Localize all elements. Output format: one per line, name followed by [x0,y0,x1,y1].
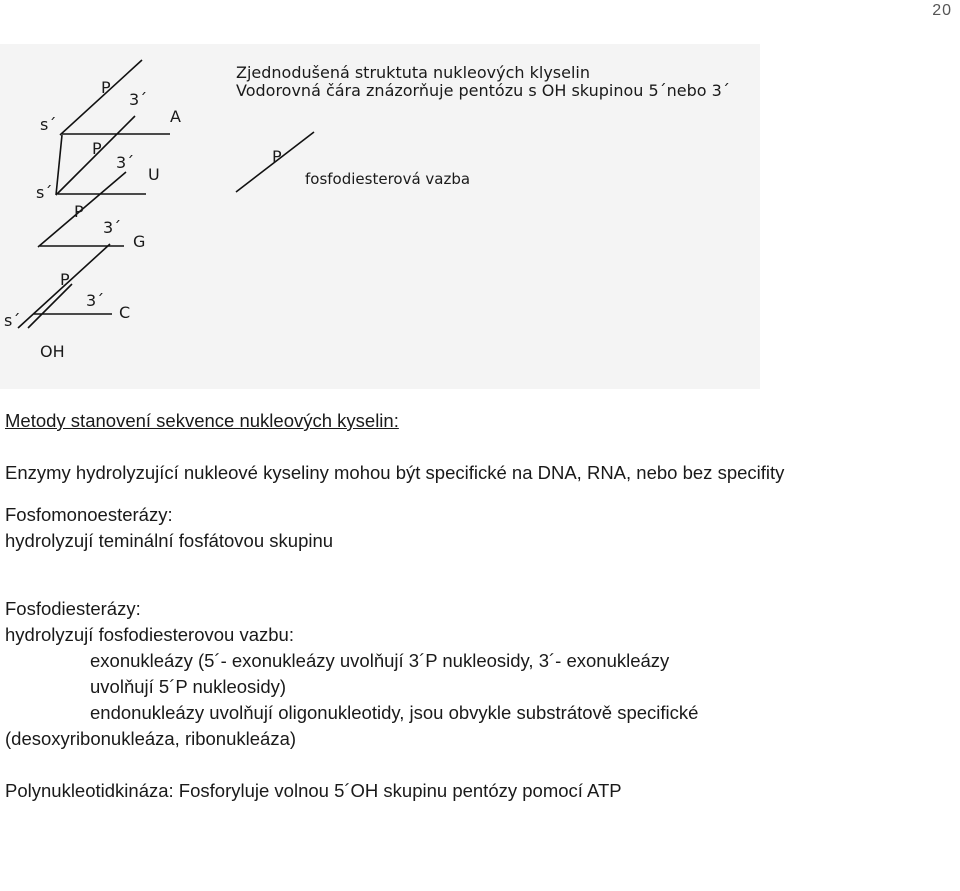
fosfomonoesterase-description: hydrolyzují teminální fosfátovou skupinu [5,530,334,551]
endonuclease-line-1: endonukleázy uvolňují oligonukleotidy, jsou obvykle substrátově specifické [90,702,699,723]
document-body [5,408,955,804]
carbon3-label-3: 3´ [103,218,122,237]
phosphate-label-3: P [74,202,84,221]
legend-phosphate-label: P [272,147,282,166]
fosfomonoesterase-title: Fosfomonoesterázy: [5,504,173,525]
carbon3-label-1: 3´ [129,90,148,109]
figure-caption-description: Vodorovná čára znázorňuje pentózu s OH skupinou 5´nebo 3´ [236,81,730,100]
carbon5-label-4: s´ [4,311,21,330]
section-heading: Metody stanovení sekvence nukleových kyselin: [5,410,399,431]
enzymes-paragraph: Enzymy hydrolyzující nukleové kyseliny mohou být specifické na DNA, RNA, nebo bez specifity [5,462,785,483]
exonuclease-line-2: uvolňují 5´P nukleosidy) [90,676,287,697]
carbon5-label-1: s´ [40,115,57,134]
carbon5-label-2: s´ [36,183,53,202]
hydroxyl-label: OH [40,342,65,361]
fosfodiesterase-title: Fosfodiesterázy: [5,598,141,619]
backbone-link-1 [56,135,62,195]
carbon3-label-2: 3´ [116,153,135,172]
fosfodiesterase-description: hydrolyzují fosfodiesterovou vazbu: [5,624,294,645]
nucleic-acid-structure-figure [0,44,760,389]
base-label-c: C [119,303,131,322]
page-number: 20 [932,2,952,19]
phosphate-label-4: P [60,270,70,289]
base-label-a: A [170,107,181,126]
exonuclease-line-1: exonukleázy (5´- exonukleázy uvolňují 3´P nukleosidy, 3´- exonukleázy [90,650,670,671]
carbon3-label-4: 3´ [86,291,105,310]
figure-caption-title: Zjednodušená struktuta nukleových klyselin [236,63,590,82]
phosphate-label-2: P [92,139,102,158]
phosphate-label-1: P [101,78,111,97]
endonuclease-line-2: (desoxyribonukleáza, ribonukleáza) [5,728,297,749]
polynucleotide-kinase-paragraph: Polynukleotidkináza: Fosforyluje volnou 5´OH skupinu pentózy pomocí ATP [5,780,622,801]
phosphodiester-bond-5 [28,284,72,328]
base-label-u: U [148,165,160,184]
base-label-g: G [133,232,146,251]
legend-bond-label: fosfodiesterová vazba [305,170,471,188]
